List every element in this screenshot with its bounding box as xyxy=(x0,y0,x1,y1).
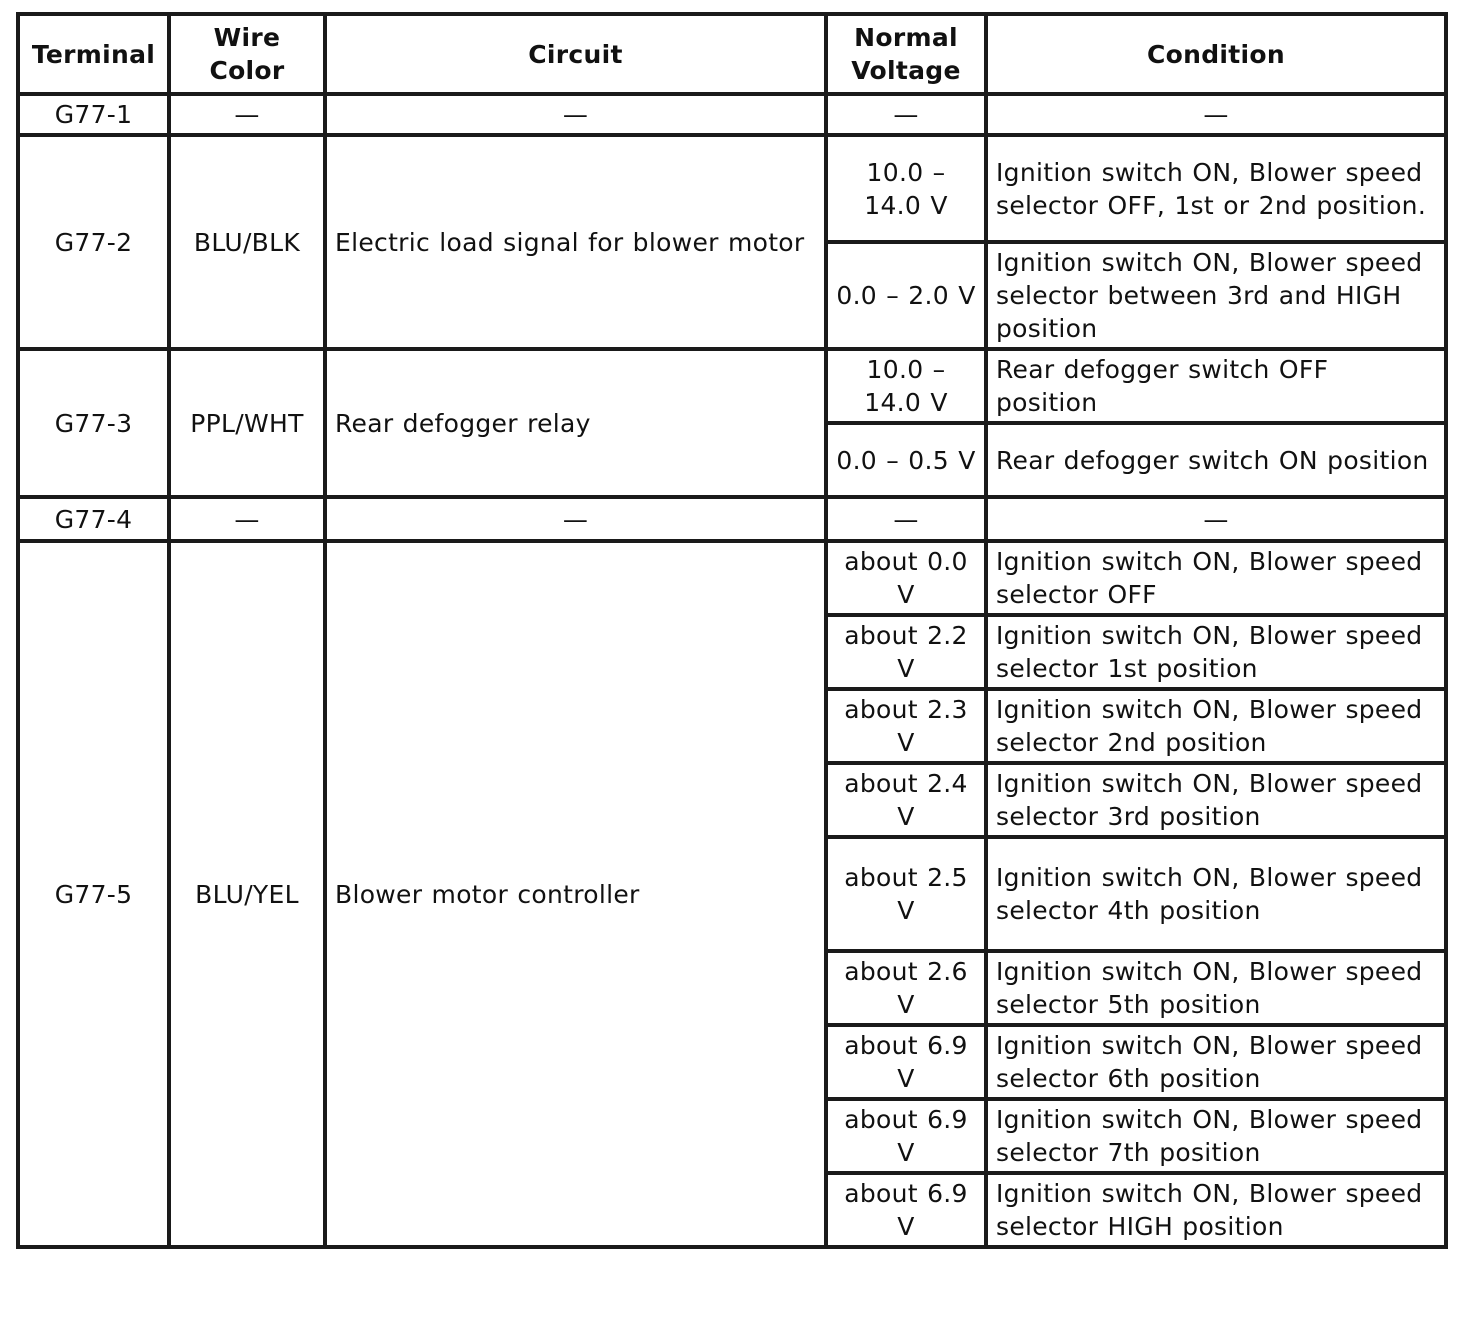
table-row xyxy=(18,94,1446,135)
wire-color-cell: PPL/WHT xyxy=(169,349,325,497)
header-normal-voltage: Normal Voltage xyxy=(826,14,986,94)
voltage-cell: about 6.9 V xyxy=(826,1099,986,1173)
condition-cell: Ignition switch ON, Blower speed selector between 3rd and HIGH position xyxy=(986,242,1446,349)
wire-color-cell: BLU/BLK xyxy=(169,135,325,349)
condition-cell: Ignition switch ON, Blower speed selector 3rd position xyxy=(986,763,1446,837)
terminal-cell: G77-2 xyxy=(18,135,169,349)
voltage-cell: — xyxy=(826,94,986,135)
circuit-cell: — xyxy=(325,94,826,135)
circuit-cell: Electric load signal for blower motor xyxy=(325,135,826,349)
condition-cell: Ignition switch ON, Blower speed selector 2nd position xyxy=(986,689,1446,763)
condition-cell: Ignition switch ON, Blower speed selector 6th position xyxy=(986,1025,1446,1099)
terminal-cell: G77-4 xyxy=(18,497,169,541)
terminal-voltage-table xyxy=(16,12,1448,1249)
voltage-cell: about 2.2 V xyxy=(826,615,986,689)
wire-color-cell: BLU/YEL xyxy=(169,541,325,1247)
terminal-cell: G77-1 xyxy=(18,94,169,135)
voltage-cell: about 2.6 V xyxy=(826,951,986,1025)
condition-cell: Ignition switch ON, Blower speed selector 1st position xyxy=(986,615,1446,689)
condition-cell: Ignition switch ON, Blower speed selector OFF xyxy=(986,541,1446,615)
condition-cell: Ignition switch ON, Blower speed selector HIGH position xyxy=(986,1173,1446,1247)
condition-cell: Ignition switch ON, Blower speed selector 5th position xyxy=(986,951,1446,1025)
voltage-cell: about 2.3 V xyxy=(826,689,986,763)
circuit-cell: Blower motor controller xyxy=(325,541,826,1247)
wire-color-cell: — xyxy=(169,94,325,135)
header-wire-color: Wire Color xyxy=(169,14,325,94)
terminal-cell: G77-5 xyxy=(18,541,169,1247)
circuit-cell: — xyxy=(325,497,826,541)
terminal-cell: G77-3 xyxy=(18,349,169,497)
voltage-cell: about 2.4 V xyxy=(826,763,986,837)
voltage-cell: 10.0 – 14.0 V xyxy=(826,349,986,423)
table-header-row xyxy=(18,14,1446,94)
voltage-cell: — xyxy=(826,497,986,541)
table-row xyxy=(18,349,1446,423)
condition-cell: Rear defogger switch OFF position xyxy=(986,349,1446,423)
condition-cell: Ignition switch ON, Blower speed selector 4th position xyxy=(986,837,1446,951)
wire-color-cell: — xyxy=(169,497,325,541)
voltage-cell: 10.0 – 14.0 V xyxy=(826,135,986,242)
table-row xyxy=(18,497,1446,541)
circuit-cell: Rear defogger relay xyxy=(325,349,826,497)
header-condition: Condition xyxy=(986,14,1446,94)
voltage-cell: about 0.0 V xyxy=(826,541,986,615)
table-row xyxy=(18,541,1446,615)
voltage-cell: 0.0 – 2.0 V xyxy=(826,242,986,349)
condition-cell: Ignition switch ON, Blower speed selector OFF, 1st or 2nd position. xyxy=(986,135,1446,242)
header-terminal: Terminal xyxy=(18,14,169,94)
condition-cell: — xyxy=(986,497,1446,541)
voltage-cell: 0.0 – 0.5 V xyxy=(826,423,986,497)
condition-cell: — xyxy=(986,94,1446,135)
table-row xyxy=(18,135,1446,242)
voltage-cell: about 6.9 V xyxy=(826,1173,986,1247)
condition-cell: Ignition switch ON, Blower speed selector 7th position xyxy=(986,1099,1446,1173)
header-circuit: Circuit xyxy=(325,14,826,94)
voltage-cell: about 2.5 V xyxy=(826,837,986,951)
condition-cell: Rear defogger switch ON position xyxy=(986,423,1446,497)
voltage-cell: about 6.9 V xyxy=(826,1025,986,1099)
